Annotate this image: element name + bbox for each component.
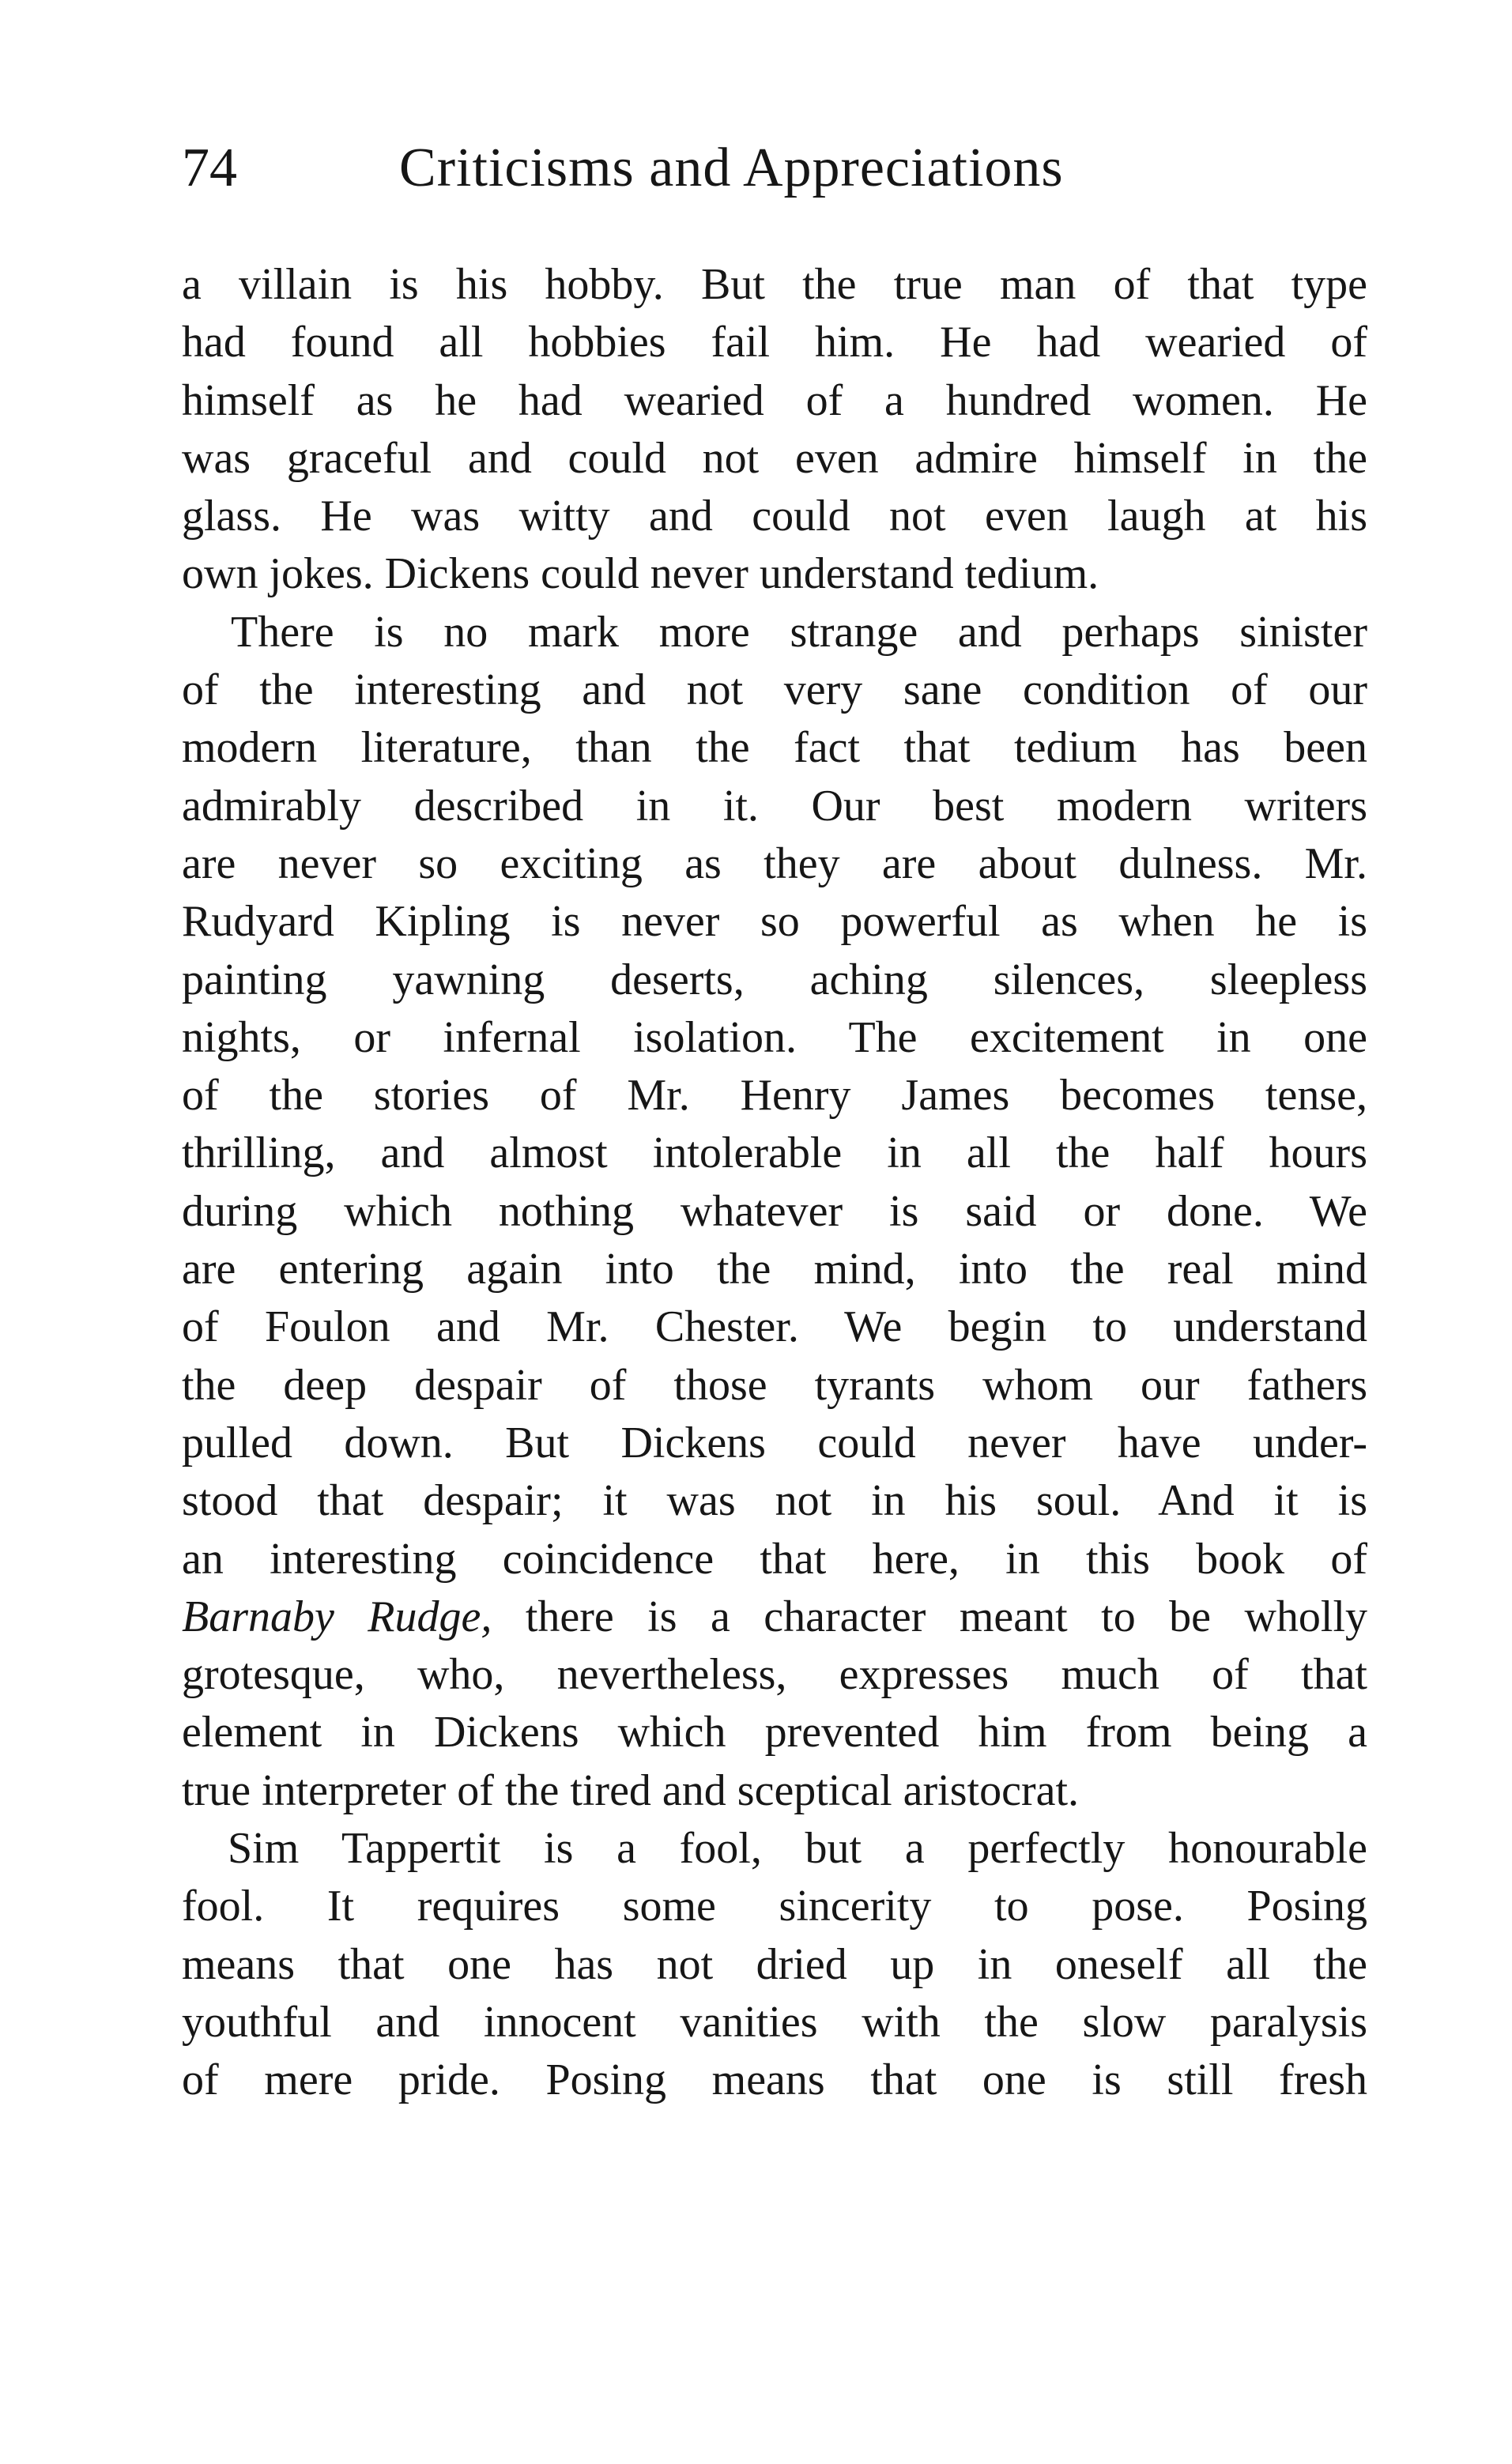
book-title-italic: Barnaby Rudge, [182, 1592, 492, 1641]
text-line-30: means that one has not dried up in oneself all the [182, 1939, 1367, 1989]
text-line-21: pulled down. But Dickens could never have under- [182, 1418, 1367, 1467]
text-line-17: during which nothing whatever is said or done. We [182, 1186, 1367, 1236]
body-text [182, 256, 1367, 2110]
text-line-7: There is no mark more strange and perhaps sinister [231, 607, 1367, 657]
text-line-5: glass. He was witty and could not even laugh at his [182, 492, 1367, 541]
text-line-16: thrilling, and almost intolerable in all the half hours [182, 1128, 1367, 1178]
text-line-13: painting yawning deserts, aching silences, sleepless [182, 955, 1367, 1004]
text-line-20: the deep despair of those tyrants whom our fathers [182, 1360, 1367, 1410]
running-title: Criticisms and Appreciations [399, 138, 1064, 198]
text-line-18: are entering again into the mind, into the real mind [182, 1245, 1367, 1294]
text-line-2: had found all hobbies fail him. He had wearied of [182, 318, 1367, 367]
text-line-10: admirably described in it. Our best modern writers [182, 781, 1367, 831]
text-line-27: true interpreter of the tired and sceptical aristocrat. [182, 1765, 1080, 1815]
text-line-1: a villain is his hobby. But the true man of that type [182, 260, 1367, 309]
text-line-31: youthful and innocent vanities with the slow paralysis [182, 1997, 1367, 2047]
page-number: 74 [182, 138, 237, 198]
text-line-12: Rudyard Kipling is never so powerful as when he is [182, 897, 1367, 947]
text-line-23: an interesting coincidence that here, in this book of [182, 1534, 1367, 1584]
text-line-25: grotesque, who, nevertheless, expresses much of that [182, 1650, 1367, 1700]
text-line-9: modern literature, than the fact that tedium has been [182, 723, 1367, 773]
text-line-22: stood that despair; it was not in his soul. And it is [182, 1476, 1367, 1526]
text-line-3: himself as he had wearied of a hundred women. He [182, 375, 1367, 425]
text-line-24 [182, 1588, 1367, 1646]
text-line-4: was graceful and could not even admire himself in the [182, 433, 1367, 483]
running-head [182, 133, 1367, 204]
text-line-24-rest: there is a character meant to be wholly [525, 1592, 1367, 1641]
text-line-11: are never so exciting as they are about dulness. Mr. [182, 838, 1367, 888]
text-line-32: of mere pride. Posing means that one is still fresh [182, 2055, 1367, 2105]
text-line-29: fool. It requires some sincerity to pose. Posing [182, 1882, 1367, 1931]
text-line-6: own jokes. Dickens could never understand tedium. [182, 549, 1099, 599]
text-line-14: nights, or infernal isolation. The excitement in one [182, 1012, 1367, 1062]
text-line-15: of the stories of Mr. Henry James becomes tense, [182, 1071, 1367, 1121]
text-line-19: of Foulon and Mr. Chester. We begin to understand [182, 1302, 1367, 1352]
text-line-28: Sim Tappertit is a fool, but a perfectly honourable [228, 1824, 1367, 1874]
text-line-8: of the interesting and not very sane condition of our [182, 665, 1367, 715]
text-line-26: element in Dickens which prevented him from being a [182, 1708, 1367, 1758]
